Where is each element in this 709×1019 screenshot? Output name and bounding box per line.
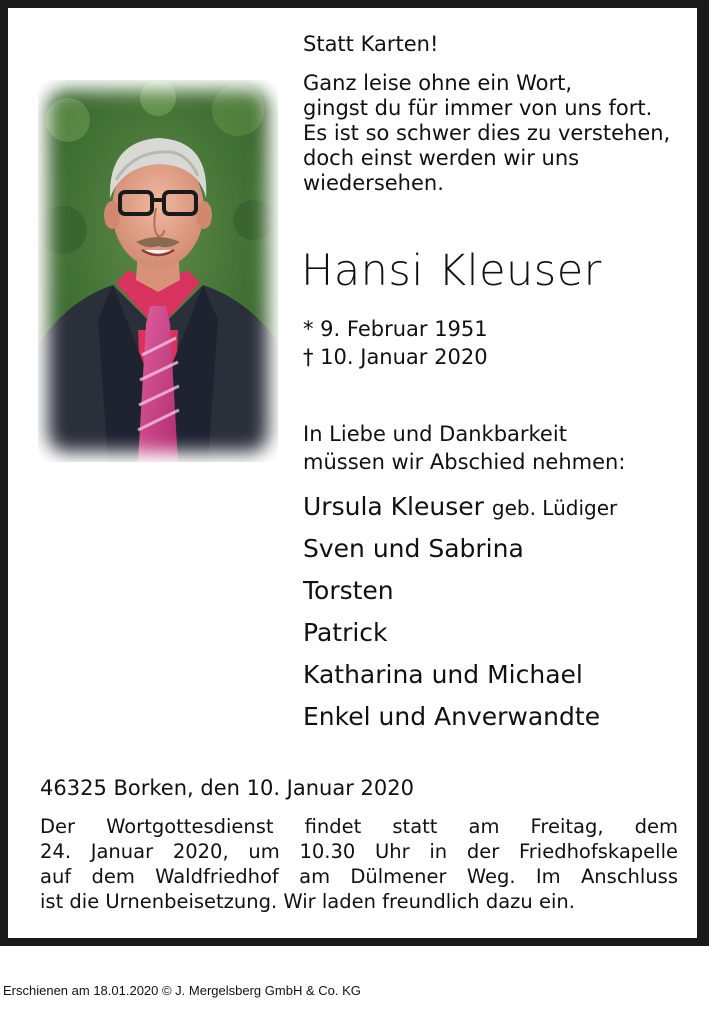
service-line: Der Wortgottesdienst findet statt am Freitag, dem (40, 815, 678, 838)
mourner (303, 696, 617, 738)
service-line: ist die Urnenbeisetzung. Wir laden freundlich dazu ein. (40, 890, 575, 913)
poem-line: Ganz leise ohne ein Wort, (303, 71, 573, 95)
poem-line: Es ist so schwer dies zu verstehen, (303, 121, 671, 145)
notice-content (8, 8, 697, 938)
mourner-name: Patrick (303, 618, 388, 647)
mourner-name: Katharina und Michael (303, 660, 583, 689)
mourner (303, 528, 617, 570)
mourner (303, 570, 617, 612)
maiden-name: geb. Lüdiger (491, 496, 618, 520)
birth-date: * 9. Februar 1951 (303, 317, 488, 341)
portrait-photo (38, 80, 278, 462)
mourner-name: Enkel und Anverwandte (303, 702, 601, 731)
mourning-intro (303, 420, 625, 476)
life-dates (303, 315, 488, 371)
mourner (303, 612, 617, 654)
intro-line: In Liebe und Dankbarkeit (303, 422, 567, 446)
poem-line: doch einst werden wir uns (303, 146, 580, 170)
place-and-date: 46325 Borken, den 10. Januar 2020 (40, 776, 414, 800)
mourner (303, 654, 617, 696)
poem-line: wiedersehen. (303, 171, 444, 195)
poem-line: gingst du für immer von uns fort. (303, 96, 653, 120)
intro-line: müssen wir Abschied nehmen: (303, 450, 626, 474)
mourner (303, 486, 617, 528)
mourner-name: Ursula Kleuser (303, 492, 484, 521)
death-date: † 10. Januar 2020 (303, 345, 488, 369)
mourners-list (303, 486, 617, 738)
mourner-name: Sven und Sabrina (303, 534, 524, 563)
service-line: 24. Januar 2020, um 10.30 Uhr in der Friedhofskapelle (40, 840, 678, 863)
mourner-name: Torsten (303, 576, 394, 605)
notice-heading: Statt Karten! (303, 32, 439, 56)
poem (303, 71, 693, 196)
service-information (40, 814, 678, 914)
service-line: auf dem Waldfriedhof am Dülmener Weg. Im Anschluss (40, 865, 678, 888)
publication-footer: Erschienen am 18.01.2020 © J. Mergelsberg GmbH & Co. KG (3, 983, 361, 998)
deceased-name: Hansi Kleuser (301, 246, 602, 296)
